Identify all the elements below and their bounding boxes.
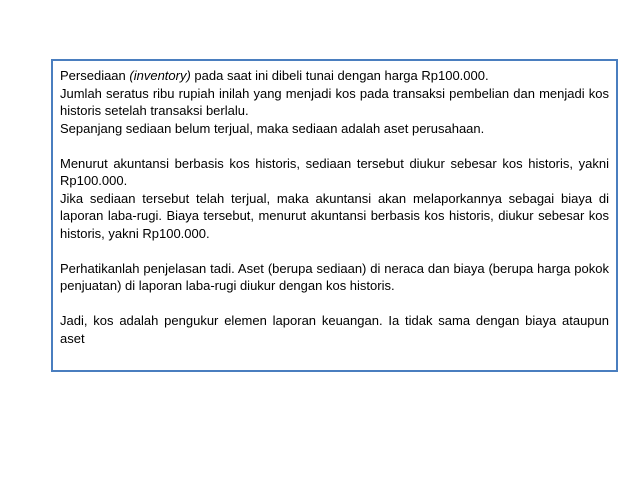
text-persediaan: Persediaan [60, 68, 130, 83]
paragraph-inventory-purchase [60, 67, 609, 85]
paragraph-explanation: Perhatikanlah penjelasan tadi. Aset (berupa sediaan) di neraca dan biaya (berupa harga pokok penjuatan) di laporan laba-rugi diukur dengan kos historis. [60, 260, 609, 293]
paragraph-gap [60, 242, 609, 260]
text-box [51, 59, 618, 372]
paragraph-measurement: Menurut akuntansi berbasis kos historis, sediaan tersebut diukur sebesar kos historis, yakni Rp100.000. [60, 155, 609, 188]
paragraph-asset-status: Sepanjang sediaan belum terjual, maka sediaan adalah aset perusahaan. [60, 120, 485, 136]
paragraph-sold-inventory: Jika sediaan tersebut telah terjual, maka akuntansi akan melaporkannya sebagai biaya di laporan laba-rugi. Biaya tersebut, menurut akuntansi berbasis kos historis, diukur sebesar kos historis, yakni Rp100.000. [60, 190, 609, 241]
text-purchase-price: pada saat ini dibeli tunai dengan harga Rp100.000. [190, 68, 489, 83]
text-inventory-italic: (inventory) [129, 68, 191, 83]
paragraph-gap [60, 295, 609, 313]
paragraph-gap [60, 137, 609, 155]
paragraph-conclusion: Jadi, kos adalah pengukur elemen laporan keuangan. Ia tidak sama dengan biaya ataupun aset [60, 313, 609, 346]
paragraph-historical-cost: Jumlah seratus ribu rupiah inilah yang menjadi kos pada transaksi pembelian dan menjadi kos historis setelah transaksi berlalu. [60, 85, 609, 118]
